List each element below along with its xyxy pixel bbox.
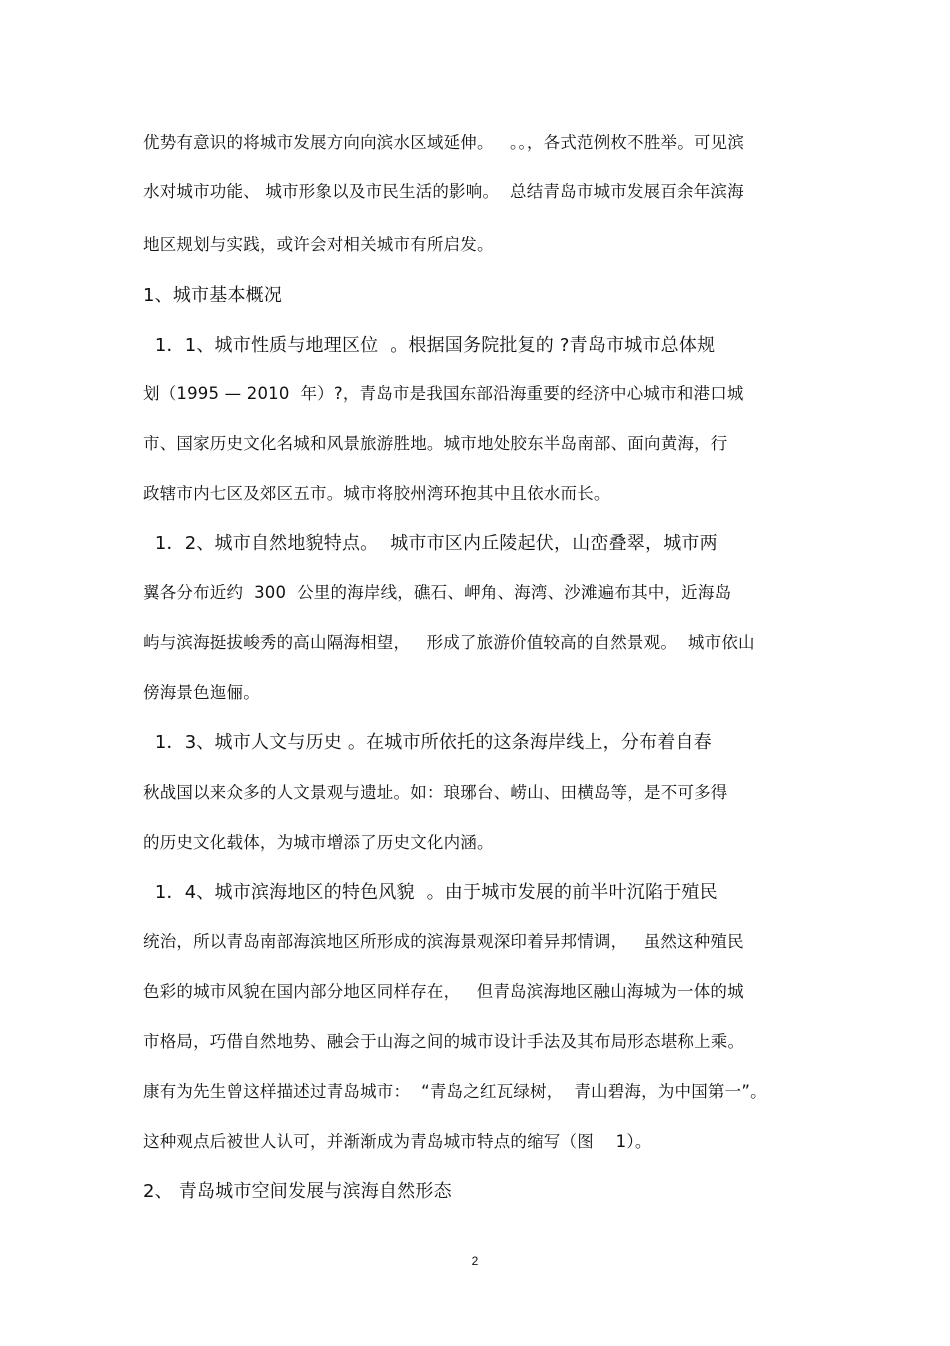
body-text-line: 政辖市内七区及郊区五市。城市将胶州湾环抱其中且依水而长。 — [143, 484, 611, 503]
body-text-line: 统治，所以青岛南部海滨地区所形成的滨海景观深印着异邦情调， 虽然这种殖民 — [143, 932, 744, 951]
page-number: 2 — [471, 1254, 479, 1268]
body-text-line: 色彩的城市风貌在国内部分地区同样存在， 但青岛滨海地区融山海城为一体的城 — [143, 982, 744, 1001]
body-text-line: 的历史文化载体，为城市增添了历史文化内涵。 — [143, 833, 494, 852]
body-text-line: 划（1995 — 2010 年）?，青岛市是我国东部沿海重要的经济中心城市和港口城 — [143, 384, 744, 403]
section-heading-2: 2、 青岛城市空间发展与滨海自然形态 — [143, 1181, 452, 1202]
section-heading-1: 1、城市基本概况 — [143, 285, 283, 306]
body-text-line: 优势有意识的将城市发展方向向滨水区域延伸。 。。，各式范例枚不胜举。可见滨 — [143, 133, 745, 152]
body-text-line: 市格局，巧借自然地势、融会于山海之间的城市设计手法及其布局形态堪称上乘。 — [143, 1032, 745, 1051]
body-text-line: 秋战国以来众多的人文景观与遗址。如：琅琊台、崂山、田横岛等，是不可多得 — [143, 783, 728, 802]
subsection-heading-1-3: 1．3、城市人文与历史 。在城市所依托的这条海岸线上，分布着自春 — [143, 732, 712, 753]
body-text-line: 屿与滨海挺拔峻秀的高山隔海相望， 形成了旅游价值较高的自然景观。 城市依山 — [143, 633, 755, 652]
body-text-line: 水对城市功能、 城市形象以及市民生活的影响。 总结青岛市城市发展百余年滨海 — [143, 182, 744, 201]
body-text-line: 康有为先生曾这样描述过青岛城市： “青岛之红瓦绿树， 青山碧海，为中国第一”。 — [143, 1082, 767, 1101]
body-text-line: 这种观点后被世人认可，并渐渐成为青岛城市特点的缩写（图 1）。 — [143, 1132, 652, 1151]
subsection-heading-1-1: 1．1、城市性质与地理区位 。根据国务院批复的 ?青岛市城市总体规 — [143, 335, 716, 356]
subsection-heading-1-4: 1．4、城市滨海地区的特色风貌 。由于城市发展的前半叶沉陷于殖民 — [143, 882, 718, 903]
body-text-line: 傍海景色迤俪。 — [143, 683, 260, 702]
body-text-line: 地区规划与实践，或许会对相关城市有所启发。 — [143, 235, 494, 254]
subsection-heading-1-2: 1．2、城市自然地貌特点。 城市市区内丘陵起伏，山峦叠翠，城市两 — [143, 533, 718, 554]
body-text-line: 翼各分布近约 300 公里的海岸线，礁石、岬角、海湾、沙滩遍布其中，近海岛 — [143, 583, 732, 602]
body-text-line: 市、国家历史文化名城和风景旅游胜地。城市地处胶东半岛南部、面向黄海，行 — [143, 434, 728, 453]
